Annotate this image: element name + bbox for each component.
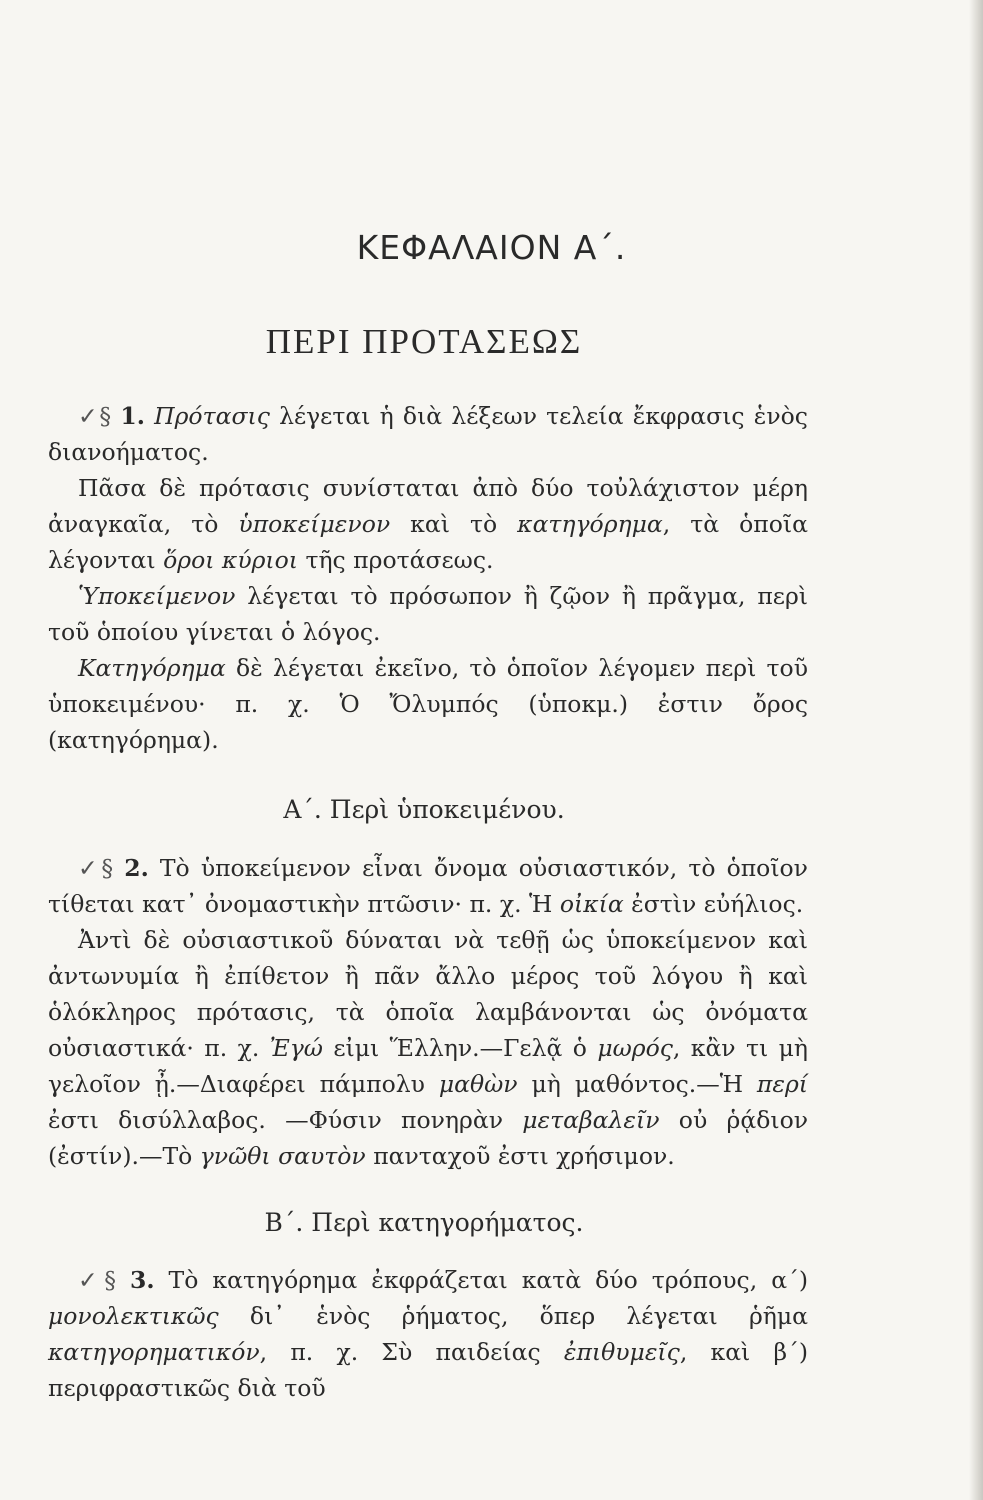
chapter-subtitle: ΠΕΡΙ ΠΡΟΤΑΣΕΩΣ <box>265 322 583 361</box>
term: μονολεκτικῶς <box>48 1302 219 1330</box>
section-mark: ✓§ <box>78 402 112 430</box>
text: τῆς προτάσεως. <box>298 546 494 574</box>
term: Ὑποκείμενον <box>78 582 236 610</box>
text: οὐ ῥᾴδιον (ἐστίν).—Τὸ <box>48 1106 809 1170</box>
text: Τὸ κατηγόρημα ἐκφράζεται κατὰ δύο τρόπους, α΄) <box>154 1266 808 1294</box>
term: Ἐγώ <box>269 1034 323 1062</box>
term: ὅροι κύριοι <box>163 546 298 574</box>
heading-predicate: Β΄. Περὶ κατηγορήματος. <box>264 1208 584 1237</box>
page-edge <box>969 0 983 1500</box>
text: δὲ λέγεται ἐκεῖνο, τὸ ὁποῖον λέγομεν περὶ τοῦ ὑποκειμένου· π. χ. Ὁ Ὄλυμπός (ὑποκμ.) ἐστιν ὄρος (κατηγόρημα). <box>48 654 808 754</box>
text: , τὰ ὁποῖα λέγονται <box>48 510 808 574</box>
section-2-paragraph-1 <box>48 850 808 922</box>
text: εἰμι Ἕλλην.—Γελᾷ ὁ <box>322 1034 598 1062</box>
text: λέγεται τὸ πρόσωπον ἢ ζῷον ἢ πρᾶγμα, περὶ τοῦ ὁποίου γίνεται ὁ λόγος. <box>48 582 808 646</box>
section-1-paragraph-4 <box>48 650 808 758</box>
section-1 <box>48 398 808 758</box>
section-1-paragraph-1 <box>48 398 808 470</box>
text: , π. χ. Σὺ παιδείας <box>259 1338 564 1366</box>
section-1-paragraph-3 <box>48 578 808 650</box>
text: ἐστὶν εὐήλιος. <box>623 890 804 918</box>
section-number: 1. <box>120 402 145 430</box>
section-mark: ✓§ <box>78 1266 116 1294</box>
section-2 <box>48 850 808 1174</box>
term: μαθὼν <box>438 1070 518 1098</box>
section-2-paragraph-2 <box>48 922 808 1174</box>
text: καὶ τὸ <box>390 510 518 538</box>
text: ἐστι δισύλλαβος. —Φύσιν πονηρὰν <box>48 1106 523 1134</box>
text: , καὶ β΄) περιφραστικῶς διὰ τοῦ <box>48 1338 808 1402</box>
section-3 <box>48 1262 808 1406</box>
section-1-paragraph-2 <box>48 470 808 578</box>
term: ὑποκείμενον <box>238 510 391 538</box>
text: πανταχοῦ ἐστι χρήσιμον. <box>365 1142 675 1170</box>
term: κατηγόρημα <box>517 510 663 538</box>
text: δι᾽ ἑνὸς ῥήματος, ὅπερ λέγεται ῥῆμα <box>218 1302 808 1330</box>
text: λέγεται ἡ διὰ λέξεων τελεία ἔκφρασις ἑνὸς διανοήματος. <box>48 402 808 466</box>
heading-subject: Α΄. Περὶ ὑποκειμένου. <box>283 795 565 824</box>
term: γνῶθι σαυτὸν <box>199 1142 366 1170</box>
section-mark: ✓§ <box>78 854 114 882</box>
chapter-title: ΚΕΦΑΛΑΙΟΝ Α΄. <box>356 228 627 267</box>
term: μεταβαλεῖν <box>522 1106 660 1134</box>
section-number: 3. <box>130 1266 155 1294</box>
text: Πᾶσα δὲ πρότασις συνίσταται ἀπὸ δύο τοὐλάχιστον μέρη ἀναγκαῖα, τὸ <box>48 474 808 538</box>
section-number: 2. <box>124 854 149 882</box>
term: ἐπιθυμεῖς <box>563 1338 680 1366</box>
term: οἰκία <box>559 890 624 918</box>
term: Πρότασις <box>154 402 270 430</box>
term: κατηγορηματικόν <box>48 1338 260 1366</box>
section-3-paragraph-1 <box>48 1262 808 1406</box>
text: μὴ μαθόντος.—Ἡ <box>517 1070 757 1098</box>
text: Ἀντὶ δὲ οὐσιαστικοῦ δύναται νὰ τεθῇ ὡς ὑποκείμενον καὶ ἀντωνυμία ἢ ἐπίθετον ἢ πᾶν ἄλλο μέρος τοῦ λόγου ἢ καὶ ὁλόκληρος πρότασις, τὰ ὁποῖα λαμβάνονται ὡς ὀνόματα οὐσιαστικά· π. χ. <box>48 926 808 1062</box>
term: Κατηγόρημα <box>78 654 226 682</box>
term: μωρός <box>597 1034 673 1062</box>
term: περί <box>756 1070 808 1098</box>
text: Τὸ ὑποκείμενον εἶναι ὄνομα οὐσιαστικόν, τὸ ὁποῖον τίθεται κατ᾽ ὀνομαστικὴν πτῶσιν· π. χ. Ἡ <box>48 854 808 918</box>
text: , κἂν τι μὴ γελοῖον ᾖ.—Διαφέρει πάμπολυ <box>48 1034 808 1098</box>
